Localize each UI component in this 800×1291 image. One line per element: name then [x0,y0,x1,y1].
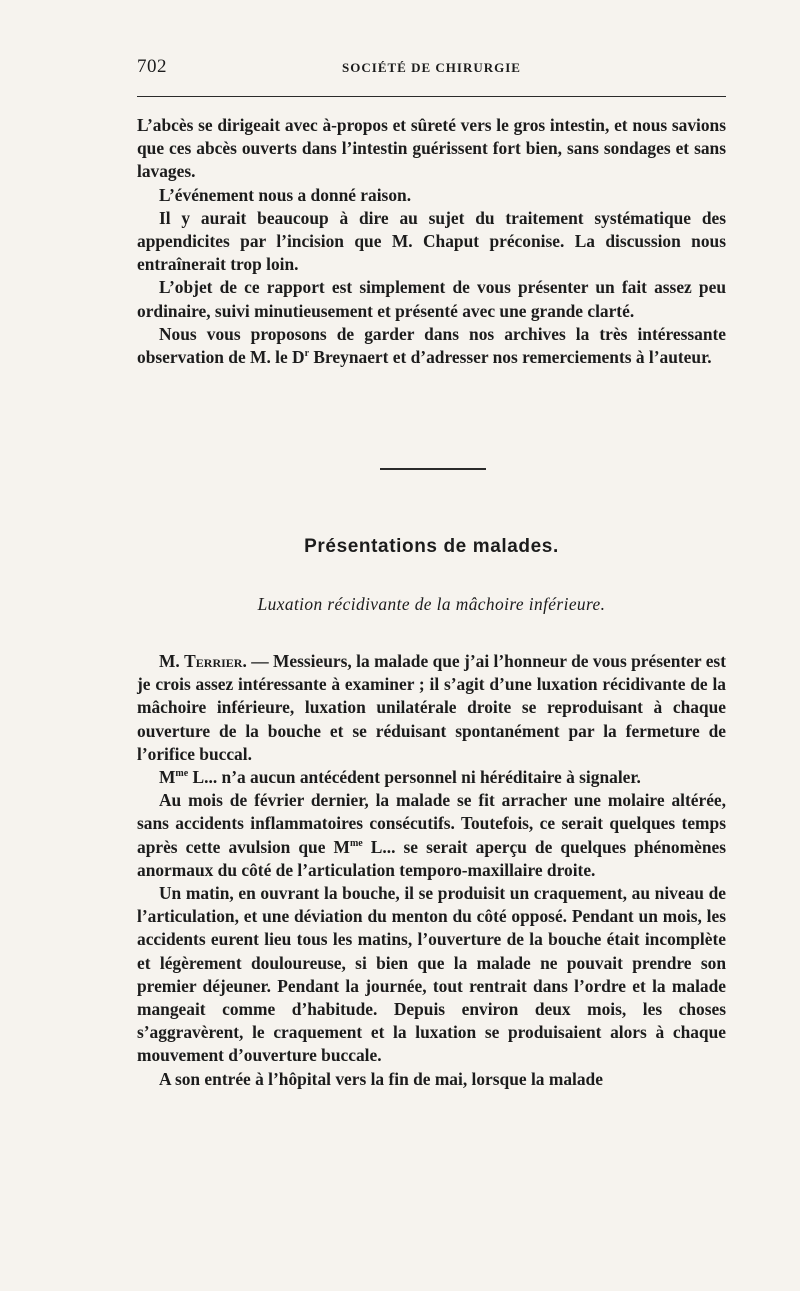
paragraph: A son entrée à l’hôpital vers la fin de mai, lorsque la malade [159,1068,603,1089]
patient-text: L... n’a aucun antécédent personnel ni héréditaire à signaler. [188,767,641,788]
speaker-paragraph [137,650,726,766]
closing-text-start: Nous vous proposons de garder dans nos archives la très intéressante observation de M. le D [137,323,726,368]
doctor-title-sup: r [304,348,310,360]
page-number: 702 [137,56,167,77]
speaker-name: Terrier [184,651,243,671]
madame-sup: me [175,768,189,780]
section-heading: Présentations de malades. [304,536,559,557]
paragraph: Un matin, en ouvrant la bouche, il se produisit un craquement, au niveau de l’articulation, et une déviation du menton du côté opposé. Pendant un mois, les accidents eurent lieu tous les matins, l’ouverture de la bouche était incomplète et légèrement douloureuse, si bien que la malade ne pouvait prendre son premier déjeuner. Pendant la journée, tout rentrait dans l’ordre et la malade mangeait comme d’habitude. Depuis environ deux mois, les choses s’aggravèrent, le craquement et la luxation se produisaient alors à chaque mouvement d’ouverture buccale. [137,883,726,1066]
running-head: SOCIÉTÉ DE CHIRURGIE [342,60,521,75]
madame-m: M [159,767,176,788]
paragraph: L’abcès se dirigeait avec à-propos et sûreté vers le gros intestin, et nous savions que ces abcès ouverts dans l’intestin guérissent fort bien, sans sondages et sans lavages. [137,115,726,182]
page-header [137,56,726,86]
history-text-start: Au mois de février dernier, la malade se fit arracher une molaire altérée, sans accidents inflammatoires consécutifs. Toutefois, ce serait quelques temps après cette avulsion que M [137,790,726,857]
header-rule [137,96,726,97]
paragraph: L’événement nous a donné raison. [159,184,412,205]
closing-text-end: Breynaert et d’adresser nos remerciements à l’auteur. [309,347,712,368]
madame-sup: me [349,837,363,849]
body-text-top [137,114,726,369]
history-paragraph [137,789,726,882]
speaker-text: . — Messieurs, la malade que j’ai l’honneur de vous présenter est je crois assez intéressante à examiner ; il s’agit d’une luxation récidivante de la mâchoire inférieure, luxation unilatérale droite se reproduisant à chaque ouverture de la bouche et se réduisant spontanément par la fermeture de l’orifice buccal. [137,651,726,764]
paragraph: Il y aurait beaucoup à dire au sujet du traitement systématique des appendicites par l’incision que M. Chaput préconise. La discussion nous entraînerait trop loin. [137,207,726,275]
history-text-end: L... se serait aperçu de quelques phénomènes anormaux du côté de l’articulation temporo-maxillaire droite. [137,836,726,880]
article-subheading: Luxation récidivante de la mâchoire inférieure. [257,594,606,614]
closing-paragraph [137,323,726,369]
section-separator [380,468,486,470]
body-text-bottom [137,650,726,1091]
speaker-prefix: M. [159,651,185,671]
patient-paragraph [137,766,726,789]
paragraph: L’objet de ce rapport est simplement de vous présenter un fait assez peu ordinaire, suivi minutieusement et présenté avec une grande clarté. [137,277,726,321]
